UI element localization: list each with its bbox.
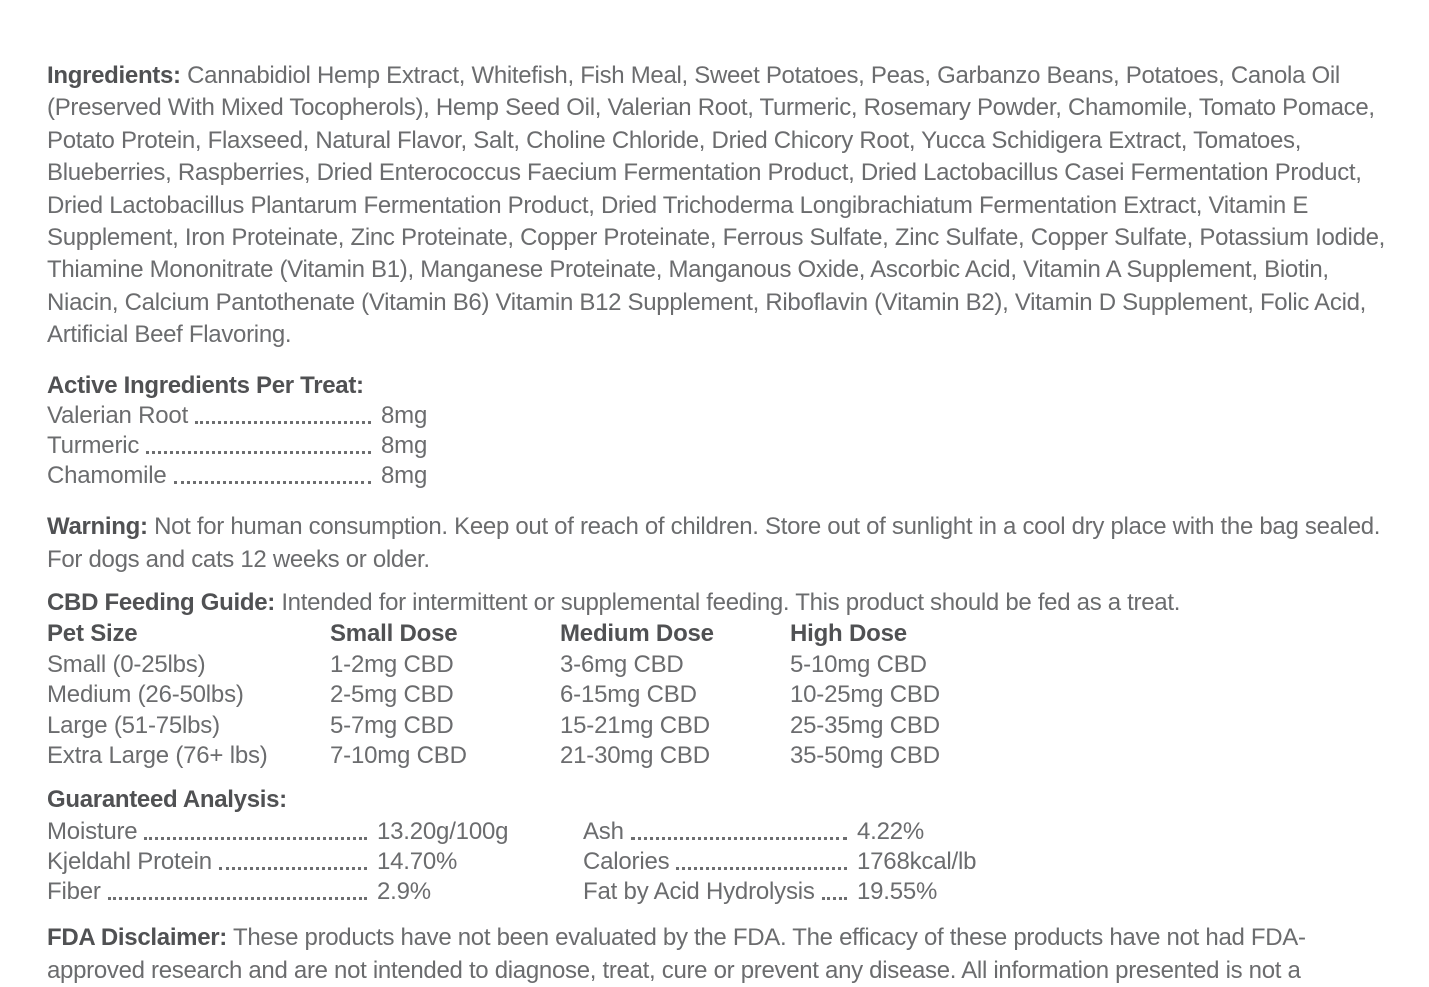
row-label: Kjeldahl Protein: [47, 847, 212, 875]
row-value: 8mg: [381, 401, 428, 429]
analysis-row: [583, 847, 987, 877]
dot-leader: [822, 897, 847, 900]
guaranteed-analysis-left-column: [47, 817, 517, 908]
feeding-guide-cell: 1-2mg CBD: [330, 650, 454, 678]
dot-leader: [195, 421, 371, 424]
analysis-row: [47, 877, 517, 907]
active-ingredient-row: [47, 461, 431, 491]
row-label: Fiber: [47, 877, 101, 905]
fda-disclaimer-label: FDA Disclaimer:: [47, 924, 228, 952]
feeding-guide-column-header: High Dose: [790, 620, 907, 648]
feeding-guide-column-header: Pet Size: [47, 620, 138, 648]
feeding-guide-cell: 10-25mg CBD: [790, 681, 940, 709]
row-label: Calories: [583, 847, 670, 875]
ingredients-paragraph: [47, 60, 1391, 352]
row-label: Chamomile: [47, 462, 167, 490]
feeding-guide-cell: Medium (26-50lbs): [47, 681, 244, 709]
row-label: Ash: [583, 817, 624, 845]
guaranteed-analysis: [47, 817, 1391, 908]
feeding-guide-cell: 7-10mg CBD: [330, 742, 467, 770]
guaranteed-analysis-heading: Guaranteed Analysis:: [47, 785, 287, 813]
feeding-guide-column-header: Medium Dose: [560, 620, 714, 648]
active-ingredient-row: [47, 431, 431, 461]
warning-paragraph: [47, 511, 1391, 576]
active-ingredients-heading: Active Ingredients Per Treat:: [47, 371, 364, 399]
row-label: Moisture: [47, 817, 138, 845]
feeding-guide-cell: 5-10mg CBD: [790, 650, 927, 678]
guaranteed-analysis-right-column: [583, 817, 987, 908]
warning-text: Not for human consumption. Keep out of reach of children. Store out of sunlight in a cool dry place with the bag sealed. For dogs and cats 12 weeks or older.: [47, 513, 1381, 573]
row-value: 13.20g/100g: [377, 817, 509, 845]
dot-leader: [631, 837, 847, 840]
feeding-guide-cell: 5-7mg CBD: [330, 711, 454, 739]
dot-leader: [174, 481, 371, 484]
feeding-guide-cell: 21-30mg CBD: [560, 742, 710, 770]
row-value: 8mg: [381, 431, 428, 459]
row-value: 14.70%: [377, 847, 458, 875]
row-label: Fat by Acid Hydrolysis: [583, 877, 815, 905]
feeding-guide-intro: [47, 587, 1391, 619]
feeding-guide-cell: 6-15mg CBD: [560, 681, 697, 709]
feeding-guide-intro-text: Intended for intermittent or supplemental feeding. This product should be fed as a treat.: [281, 589, 1181, 617]
row-value: 2.9%: [377, 877, 431, 905]
fda-disclaimer-paragraph: [47, 922, 1391, 987]
ingredients-text: Cannabidiol Hemp Extract, Whitefish, Fish Meal, Sweet Potatoes, Peas, Garbanzo Beans, Potatoes, Canola Oil (Preserved With Mixed Tocopherols), Hemp Seed Oil, Valerian Root, Turmeric, Rosemary Powder, Chamomile, Tomato Pomace, Potato Protein, Flaxseed, Natural Flavor, Salt, Choline Chloride, Dried Chicory Root, Yucca Schidigera Extract, Tomatoes, Blueberries, Raspberries, Dried Enterococcus Faecium Fermentation Product, Dried Lactobacillus Casei Fermentation Product, Dried Lactobacillus Plantarum Fermentation Product, Dried Trichoderma Longibrachiatum Fermentation Extract, Vitamin E Supplement, Iron Proteinate, Zinc Proteinate, Copper Proteinate, Ferrous Sulfate, Zinc Sulfate, Copper Sulfate, Potassium Iodide, Thiamine Mononitrate (Vitamin B1), Manganese Proteinate, Manganous Oxide, Ascorbic Acid, Vitamin A Supplement, Biotin, Niacin, Calcium Pantothenate (Vitamin B6) Vitamin B12 Supplement, Riboflavin (Vitamin B2), Vitamin D Supplement, Folic Acid, Artificial Beef Flavoring.: [47, 62, 1386, 349]
dot-leader: [108, 897, 367, 900]
dot-leader: [219, 867, 367, 870]
dot-leader: [676, 867, 847, 870]
dot-leader: [146, 451, 371, 454]
feeding-guide-cell: Small (0-25lbs): [47, 650, 206, 678]
active-ingredients-list: [47, 401, 1391, 492]
active-ingredient-row: [47, 401, 431, 431]
row-value: 1768kcal/lb: [857, 847, 977, 875]
row-value: 19.55%: [857, 877, 938, 905]
analysis-row: [47, 817, 517, 847]
feeding-guide-table: [47, 619, 1391, 771]
feeding-guide-cell: 2-5mg CBD: [330, 681, 454, 709]
feeding-guide-cell: Extra Large (76+ lbs): [47, 742, 268, 770]
feeding-guide-label: CBD Feeding Guide:: [47, 589, 275, 617]
feeding-guide-cell: 15-21mg CBD: [560, 711, 710, 739]
warning-label: Warning:: [47, 513, 148, 541]
row-label: Valerian Root: [47, 401, 189, 429]
feeding-guide-cell: 3-6mg CBD: [560, 650, 684, 678]
analysis-row: [583, 817, 987, 847]
feeding-guide-column-header: Small Dose: [330, 620, 458, 648]
feeding-guide-cell: 25-35mg CBD: [790, 711, 940, 739]
ingredients-label: Ingredients:: [47, 62, 181, 89]
row-label: Turmeric: [47, 431, 140, 459]
analysis-row: [583, 877, 987, 907]
fda-disclaimer-text: These products have not been evaluated by the FDA. The efficacy of these products have not had FDA-approved research and are not intended to diagnose, treat, cure or prevent any disease. All information presented is not a: [47, 924, 1306, 984]
feeding-guide-cell: Large (51-75lbs): [47, 711, 220, 739]
row-value: 4.22%: [857, 817, 925, 845]
dot-leader: [144, 837, 367, 840]
feeding-guide-cell: 35-50mg CBD: [790, 742, 940, 770]
analysis-row: [47, 847, 517, 877]
row-value: 8mg: [381, 462, 428, 490]
